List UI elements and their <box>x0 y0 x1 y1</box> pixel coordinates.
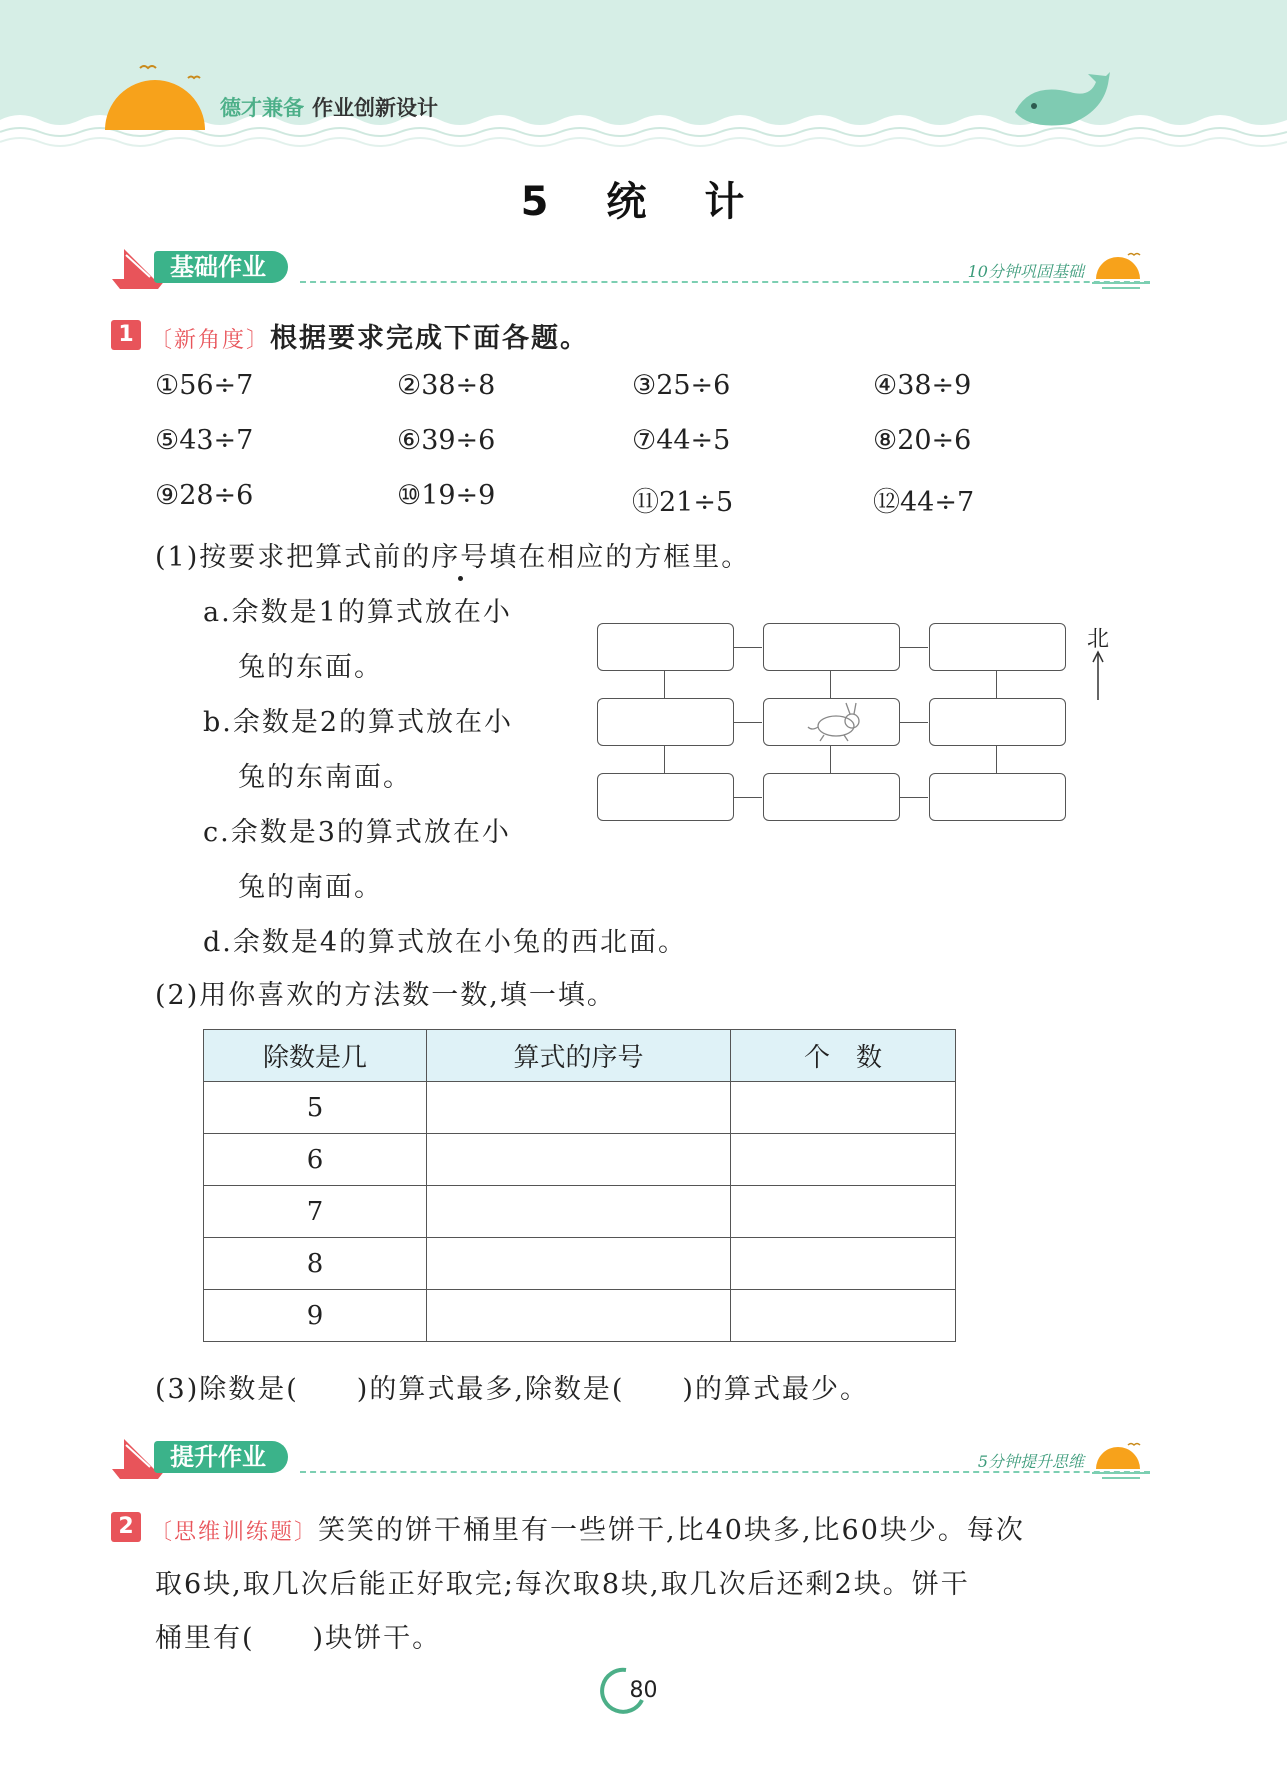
part-1-suffix: 填在相应的方框里。 <box>489 542 751 573</box>
answer-cell[interactable] <box>731 1186 956 1238</box>
brand-green: 德才兼备 <box>220 96 304 120</box>
section-note-advanced: 5分钟提升思维 <box>977 1452 1084 1471</box>
rule-b-line2: 兔的东南面。 <box>238 762 412 793</box>
rule-b-line1: b.余数是2的算式放在小 <box>203 707 514 738</box>
expression-8: ⑧20÷6 <box>873 425 972 456</box>
sunset-icon <box>1092 1441 1150 1481</box>
expression-3: ③25÷6 <box>632 370 731 401</box>
section-label-basic: 基础作业 <box>154 251 288 283</box>
rule-a-line1: a.余数是1的算式放在小 <box>203 597 512 628</box>
sunset-icon <box>1092 251 1150 291</box>
box-northwest[interactable] <box>597 623 734 671</box>
question-number-1: 1 <box>111 320 141 350</box>
north-label: 北 <box>1087 627 1110 652</box>
divisor-cell: 6 <box>204 1134 427 1186</box>
answer-cell[interactable] <box>731 1290 956 1342</box>
box-north[interactable] <box>763 623 900 671</box>
box-west[interactable] <box>597 698 734 746</box>
rabbit-icon <box>764 699 899 745</box>
question-2-line2: 取6块,取几次后能正好取完;每次取8块,取几次后还剩2块。饼干 <box>155 1569 970 1600</box>
connector <box>664 745 665 773</box>
question-2-text: 笑笑的饼干桶里有一些饼干,比40块多,比60块少。每次 <box>318 1515 1025 1546</box>
connector <box>996 745 997 773</box>
answer-cell[interactable] <box>731 1238 956 1290</box>
box-south[interactable] <box>763 773 900 821</box>
section-note-basic: 10分钟巩固基础 <box>967 262 1084 281</box>
part-1-instruction <box>155 535 750 574</box>
table-row <box>204 1238 956 1290</box>
divisor-cell: 5 <box>204 1082 427 1134</box>
connector <box>898 647 928 648</box>
rule-c-line1: c.余数是3的算式放在小 <box>203 817 511 848</box>
answer-cell[interactable] <box>427 1134 731 1186</box>
divisor-cell: 8 <box>204 1238 427 1290</box>
count-table <box>203 1029 956 1342</box>
table-row <box>204 1186 956 1238</box>
expression-1: ①56÷7 <box>155 370 254 401</box>
expression-7: ⑦44÷5 <box>632 425 731 456</box>
connector <box>898 722 928 723</box>
connector <box>732 797 762 798</box>
rule-a-line2: 兔的东面。 <box>238 652 383 683</box>
sun-icon <box>100 60 210 135</box>
expression-10: ⑩19÷9 <box>397 480 496 511</box>
brand-dark: 作业创新设计 <box>312 96 438 120</box>
table-row <box>204 1082 956 1134</box>
north-arrow-icon <box>1090 650 1106 702</box>
expression-9: ⑨28÷6 <box>155 480 254 511</box>
expression-6: ⑥39÷6 <box>397 425 496 456</box>
whale-icon <box>1010 72 1115 132</box>
connector <box>830 670 831 698</box>
answer-cell[interactable] <box>731 1134 956 1186</box>
table-row <box>204 1134 956 1186</box>
answer-cell[interactable] <box>427 1082 731 1134</box>
table-header-indices: 算式的序号 <box>427 1030 731 1082</box>
connector <box>898 797 928 798</box>
connector <box>664 670 665 698</box>
question-1-text: 根据要求完成下面各题。 <box>270 323 590 354</box>
box-east[interactable] <box>929 698 1066 746</box>
rule-c-line2: 兔的南面。 <box>238 872 383 903</box>
answer-cell[interactable] <box>427 1238 731 1290</box>
divisor-cell: 7 <box>204 1186 427 1238</box>
expression-4: ④38÷9 <box>873 370 972 401</box>
box-southeast[interactable] <box>929 773 1066 821</box>
divisor-cell: 9 <box>204 1290 427 1342</box>
table-row <box>204 1290 956 1342</box>
table-header-row <box>204 1030 956 1082</box>
question-2-line1 <box>150 1508 1025 1547</box>
page-number: 80 <box>629 1678 658 1703</box>
box-northeast[interactable] <box>929 623 1066 671</box>
part-1-emphasis: 序号 <box>431 542 490 573</box>
expression-2: ②38÷8 <box>397 370 496 401</box>
expression-12: ⑫44÷7 <box>873 487 975 518</box>
table-header-count: 个 数 <box>731 1030 956 1082</box>
part-3-question: (3)除数是( )的算式最多,除数是( )的算式最少。 <box>155 1374 869 1405</box>
header-brand <box>220 92 438 122</box>
section-label-advanced: 提升作业 <box>154 1441 288 1473</box>
connector <box>830 745 831 773</box>
connector <box>996 670 997 698</box>
table-header-divisor: 除数是几 <box>204 1030 427 1082</box>
part-2-instruction: (2)用你喜欢的方法数一数,填一填。 <box>155 980 616 1011</box>
connector <box>732 647 762 648</box>
expression-11: ⑪21÷5 <box>632 487 734 518</box>
part-1-prefix: (1)按要求把算式前的 <box>155 542 432 573</box>
expression-5: ⑤43÷7 <box>155 425 254 456</box>
page-title: 5 统 计 <box>520 179 767 225</box>
section-bar-advanced <box>110 1435 1150 1487</box>
question-2-line3: 桶里有( )块饼干。 <box>155 1623 442 1654</box>
box-southwest[interactable] <box>597 773 734 821</box>
answer-cell[interactable] <box>427 1290 731 1342</box>
question-1-prompt <box>150 316 589 355</box>
section-bar-basic <box>110 245 1150 297</box>
question-number-2: 2 <box>111 1512 141 1542</box>
connector <box>732 722 762 723</box>
rule-d: d.余数是4的算式放在小兔的西北面。 <box>203 927 688 958</box>
box-center-rabbit <box>763 698 900 746</box>
answer-cell[interactable] <box>731 1082 956 1134</box>
question-1-tag: 〔新角度〕 <box>150 328 271 353</box>
answer-cell[interactable] <box>427 1186 731 1238</box>
question-2-tag: 〔思维训练题〕 <box>150 1520 319 1545</box>
